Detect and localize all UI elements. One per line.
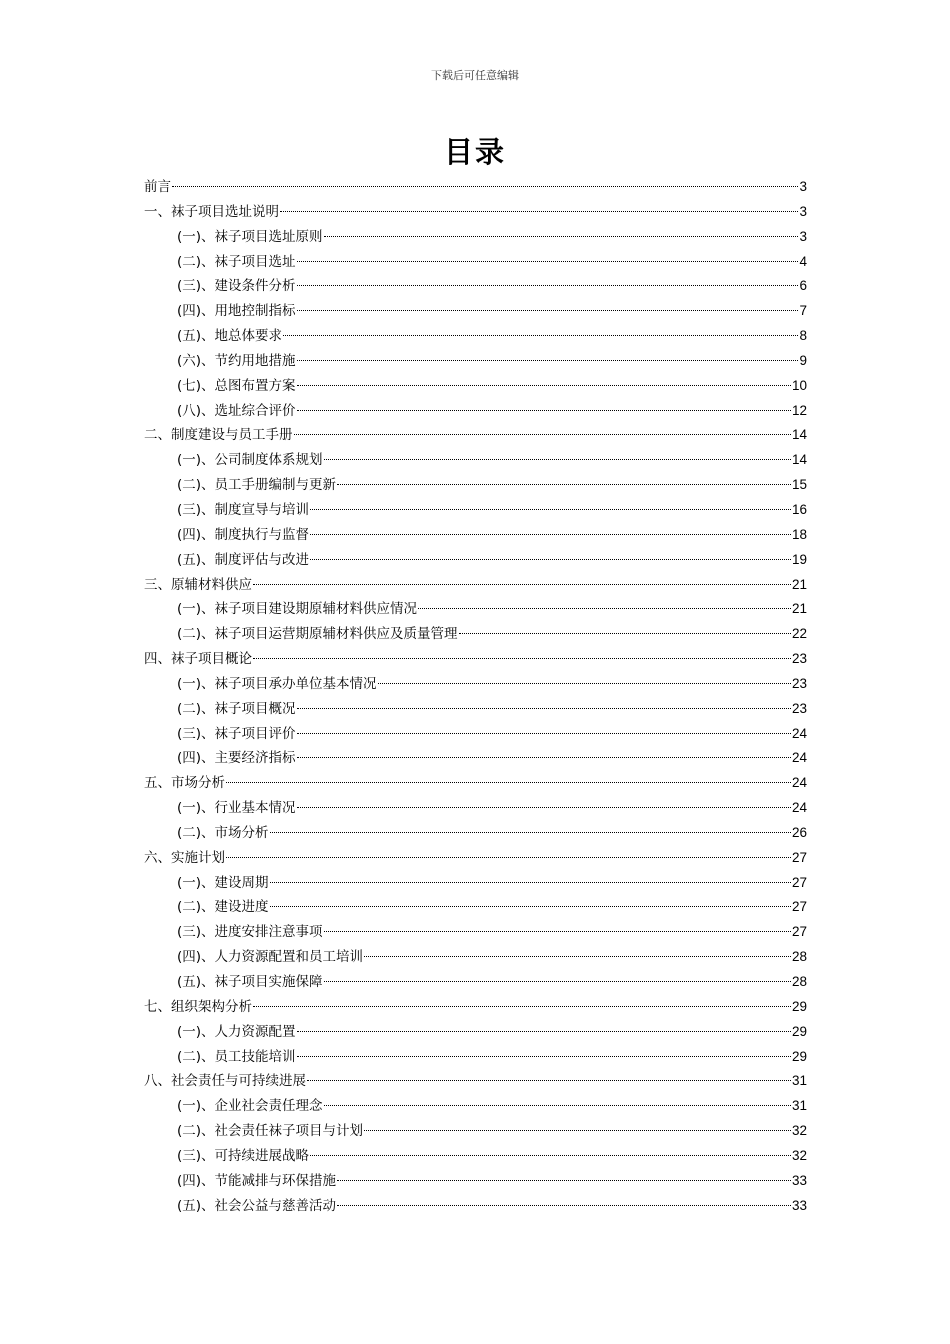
toc-leader-dots bbox=[297, 410, 791, 411]
toc-leader-dots bbox=[324, 1105, 791, 1106]
toc-entry-label: (五)、地总体要求 bbox=[177, 328, 283, 345]
toc-entry-page: 24 bbox=[791, 775, 807, 791]
toc-entry-label: (四)、用地控制指标 bbox=[177, 303, 296, 320]
toc-entry[interactable] bbox=[144, 548, 807, 573]
toc-entry-page: 4 bbox=[799, 253, 807, 269]
toc-leader-dots bbox=[297, 261, 799, 262]
toc-entry-page: 12 bbox=[791, 402, 807, 418]
toc-entry-label: (一)、人力资源配置 bbox=[177, 1023, 296, 1040]
toc-entry-label: (三)、可持续进展战略 bbox=[177, 1147, 310, 1164]
toc-entry-label: (五)、制度评估与改进 bbox=[177, 551, 310, 568]
toc-entry[interactable] bbox=[144, 1144, 807, 1169]
toc-entry-page: 8 bbox=[799, 328, 807, 344]
toc-entry-label: (八)、选址综合评价 bbox=[177, 402, 296, 419]
toc-entry-label: 一、袜子项目选址说明 bbox=[144, 203, 279, 220]
toc-entry-label: (二)、市场分析 bbox=[177, 824, 269, 841]
toc-leader-dots bbox=[310, 1155, 791, 1156]
toc-entry[interactable] bbox=[144, 1094, 807, 1119]
toc-entry-page: 27 bbox=[791, 874, 807, 890]
toc-entry-label: (二)、袜子项目选址 bbox=[177, 253, 296, 270]
toc-entry-label: (三)、进度安排注意事项 bbox=[177, 924, 323, 941]
toc-entry[interactable] bbox=[144, 399, 807, 424]
toc-entry[interactable] bbox=[144, 423, 807, 448]
toc-entry[interactable] bbox=[144, 746, 807, 771]
toc-leader-dots bbox=[294, 434, 791, 435]
toc-entry[interactable] bbox=[144, 970, 807, 995]
toc-entry-page: 19 bbox=[791, 551, 807, 567]
toc-entry-label: (四)、人力资源配置和员工培训 bbox=[177, 949, 364, 966]
toc-entry[interactable] bbox=[144, 722, 807, 747]
toc-leader-dots bbox=[297, 360, 799, 361]
toc-entry-page: 27 bbox=[791, 849, 807, 865]
toc-leader-dots bbox=[378, 683, 791, 684]
toc-entry-page: 29 bbox=[791, 1023, 807, 1039]
toc-entry-label: (二)、员工手册编制与更新 bbox=[177, 477, 337, 494]
toc-leader-dots bbox=[297, 310, 799, 311]
toc-entry[interactable] bbox=[144, 1194, 807, 1219]
toc-entry-page: 21 bbox=[791, 601, 807, 617]
toc-entry-label: (一)、建设周期 bbox=[177, 874, 269, 891]
toc-leader-dots bbox=[270, 882, 791, 883]
toc-entry-page: 31 bbox=[791, 1073, 807, 1089]
toc-entry[interactable] bbox=[144, 895, 807, 920]
toc-entry-label: (五)、袜子项目实施保障 bbox=[177, 974, 323, 990]
toc-entry[interactable] bbox=[144, 647, 807, 672]
toc-entry-page: 14 bbox=[791, 427, 807, 443]
toc-leader-dots bbox=[226, 857, 791, 858]
toc-entry-page: 22 bbox=[791, 626, 807, 642]
toc-entry[interactable] bbox=[144, 871, 807, 896]
toc-leader-dots bbox=[337, 1180, 791, 1181]
toc-entry[interactable] bbox=[144, 672, 807, 697]
toc-entry-label: 前言 bbox=[144, 179, 171, 195]
toc-leader-dots bbox=[364, 1130, 791, 1131]
toc-leader-dots bbox=[253, 1006, 791, 1007]
toc-leader-dots bbox=[324, 981, 791, 982]
toc-entry-page: 24 bbox=[791, 750, 807, 766]
toc-entry-page: 24 bbox=[791, 800, 807, 816]
toc-entry[interactable] bbox=[144, 299, 807, 324]
toc-entry[interactable] bbox=[144, 1119, 807, 1144]
toc-entry[interactable] bbox=[144, 324, 807, 349]
toc-entry[interactable] bbox=[144, 448, 807, 473]
toc-leader-dots bbox=[280, 211, 798, 212]
toc-entry-label: (一)、袜子项目承办单位基本情况 bbox=[177, 675, 377, 692]
toc-entry-page: 23 bbox=[791, 675, 807, 691]
toc-entry-label: (二)、社会责任袜子项目与计划 bbox=[177, 1123, 364, 1140]
toc-entry-label: (五)、社会公益与慈善活动 bbox=[177, 1197, 337, 1214]
toc-entry-label: 四、袜子项目概论 bbox=[144, 651, 252, 668]
toc-leader-dots bbox=[297, 285, 799, 286]
toc-entry-label: (一)、公司制度体系规划 bbox=[177, 452, 323, 469]
toc-entry[interactable] bbox=[144, 274, 807, 299]
toc-entry-page: 29 bbox=[791, 998, 807, 1014]
toc-entry[interactable] bbox=[144, 200, 807, 225]
toc-leader-dots bbox=[253, 658, 791, 659]
toc-entry-page: 31 bbox=[791, 1098, 807, 1114]
toc-entry-label: (一)、行业基本情况 bbox=[177, 800, 296, 817]
toc-entry-label: (二)、员工技能培训 bbox=[177, 1048, 296, 1065]
toc-entry-label: 二、制度建设与员工手册 bbox=[144, 427, 293, 444]
toc-entry-label: (二)、袜子项目运营期原辅材料供应及质量管理 bbox=[177, 626, 458, 643]
toc-leader-dots bbox=[310, 559, 791, 560]
toc-entry-page: 24 bbox=[791, 725, 807, 741]
toc-entry-label: (一)、袜子项目建设期原辅材料供应情况 bbox=[177, 601, 418, 618]
toc-leader-dots bbox=[172, 186, 798, 187]
toc-entry-label: 五、市场分析 bbox=[144, 775, 225, 792]
toc-entry-page: 28 bbox=[791, 949, 807, 965]
toc-entry[interactable] bbox=[144, 498, 807, 523]
toc-entry-page: 3 bbox=[799, 179, 807, 194]
toc-leader-dots bbox=[297, 708, 791, 709]
toc-leader-dots bbox=[310, 509, 791, 510]
toc-entry-label: (四)、制度执行与监督 bbox=[177, 526, 310, 543]
toc-leader-dots bbox=[297, 807, 791, 808]
toc-entry[interactable] bbox=[144, 473, 807, 498]
toc-entry[interactable] bbox=[144, 374, 807, 399]
toc-entry-page: 29 bbox=[791, 1048, 807, 1064]
toc-leader-dots bbox=[297, 757, 791, 758]
toc-leader-dots bbox=[270, 832, 791, 833]
toc-leader-dots bbox=[297, 733, 791, 734]
toc-entry-page: 14 bbox=[791, 452, 807, 468]
toc-entry-label: 七、组织架构分析 bbox=[144, 998, 252, 1015]
toc-leader-dots bbox=[270, 906, 791, 907]
toc-leader-dots bbox=[324, 931, 791, 932]
toc-entry-page: 33 bbox=[791, 1197, 807, 1213]
toc-leader-dots bbox=[324, 459, 791, 460]
toc-entry-label: (一)、袜子项目选址原则 bbox=[177, 228, 323, 245]
toc-leader-dots bbox=[297, 385, 791, 386]
toc-entry-page: 28 bbox=[791, 974, 807, 989]
toc-entry-page: 33 bbox=[791, 1172, 807, 1188]
toc-entry[interactable] bbox=[144, 920, 807, 945]
toc-entry-page: 3 bbox=[799, 228, 807, 244]
toc-entry-label: (二)、建设进度 bbox=[177, 899, 269, 916]
toc-entry-label: (七)、总图布置方案 bbox=[177, 377, 296, 394]
toc-entry[interactable] bbox=[144, 697, 807, 722]
toc-leader-dots bbox=[283, 335, 798, 336]
toc-entry-label: 六、实施计划 bbox=[144, 849, 225, 866]
toc-leader-dots bbox=[324, 236, 799, 237]
toc-entry-label: (三)、建设条件分析 bbox=[177, 278, 296, 295]
toc-entry-page: 21 bbox=[791, 576, 807, 592]
toc-entry-page: 15 bbox=[791, 477, 807, 493]
page-title: 目录 bbox=[443, 135, 506, 169]
toc-entry-page: 9 bbox=[799, 352, 807, 368]
toc-entry[interactable] bbox=[144, 821, 807, 846]
toc-entry[interactable] bbox=[144, 945, 807, 970]
toc-leader-dots bbox=[307, 1080, 791, 1081]
toc-leader-dots bbox=[337, 484, 791, 485]
toc-entry[interactable] bbox=[144, 225, 807, 250]
table-of-contents bbox=[144, 175, 807, 1218]
toc-entry-label: (四)、节能减排与环保措施 bbox=[177, 1172, 337, 1189]
toc-leader-dots bbox=[418, 608, 791, 609]
toc-entry[interactable] bbox=[144, 175, 807, 200]
toc-entry-label: (四)、主要经济指标 bbox=[177, 750, 296, 767]
toc-entry-page: 23 bbox=[791, 700, 807, 716]
toc-entry-page: 7 bbox=[799, 303, 807, 319]
page-header: 下载后可任意编辑 bbox=[431, 69, 519, 82]
toc-entry-page: 23 bbox=[791, 651, 807, 667]
toc-entry[interactable] bbox=[144, 1069, 807, 1094]
toc-entry[interactable] bbox=[144, 846, 807, 871]
toc-entry[interactable] bbox=[144, 796, 807, 821]
toc-entry-page: 27 bbox=[791, 924, 807, 940]
toc-entry-page: 27 bbox=[791, 899, 807, 915]
toc-entry-page: 32 bbox=[791, 1147, 807, 1163]
toc-entry[interactable] bbox=[144, 523, 807, 548]
toc-entry[interactable] bbox=[144, 1020, 807, 1045]
toc-leader-dots bbox=[297, 1031, 791, 1032]
toc-entry-page: 16 bbox=[791, 501, 807, 517]
toc-leader-dots bbox=[337, 1205, 791, 1206]
toc-entry-page: 18 bbox=[791, 526, 807, 542]
toc-entry-label: 三、原辅材料供应 bbox=[144, 576, 252, 593]
toc-entry-label: (三)、袜子项目评价 bbox=[177, 725, 296, 742]
toc-leader-dots bbox=[253, 584, 791, 585]
toc-leader-dots bbox=[226, 782, 791, 783]
toc-entry-label: (六)、节约用地措施 bbox=[177, 352, 296, 369]
toc-entry-page: 32 bbox=[791, 1123, 807, 1139]
toc-entry[interactable] bbox=[144, 1169, 807, 1194]
toc-leader-dots bbox=[297, 1056, 791, 1057]
toc-entry-label: (二)、袜子项目概况 bbox=[177, 700, 296, 717]
toc-entry-page: 26 bbox=[791, 824, 807, 840]
toc-entry-label: 八、社会责任与可持续进展 bbox=[144, 1073, 306, 1090]
toc-entry[interactable] bbox=[144, 250, 807, 275]
toc-leader-dots bbox=[364, 956, 791, 957]
toc-leader-dots bbox=[459, 633, 791, 634]
toc-entry-label: (一)、企业社会责任理念 bbox=[177, 1098, 323, 1115]
toc-entry[interactable] bbox=[144, 597, 807, 622]
toc-entry-page: 10 bbox=[791, 377, 807, 393]
toc-entry[interactable] bbox=[144, 995, 807, 1020]
toc-entry-label: (三)、制度宣导与培训 bbox=[177, 501, 310, 518]
toc-leader-dots bbox=[310, 534, 791, 535]
toc-entry[interactable] bbox=[144, 622, 807, 647]
toc-entry[interactable] bbox=[144, 349, 807, 374]
toc-entry[interactable] bbox=[144, 771, 807, 796]
toc-entry[interactable] bbox=[144, 1045, 807, 1070]
toc-entry[interactable] bbox=[144, 573, 807, 598]
toc-entry-page: 6 bbox=[799, 278, 807, 294]
toc-entry-page: 3 bbox=[799, 203, 807, 219]
